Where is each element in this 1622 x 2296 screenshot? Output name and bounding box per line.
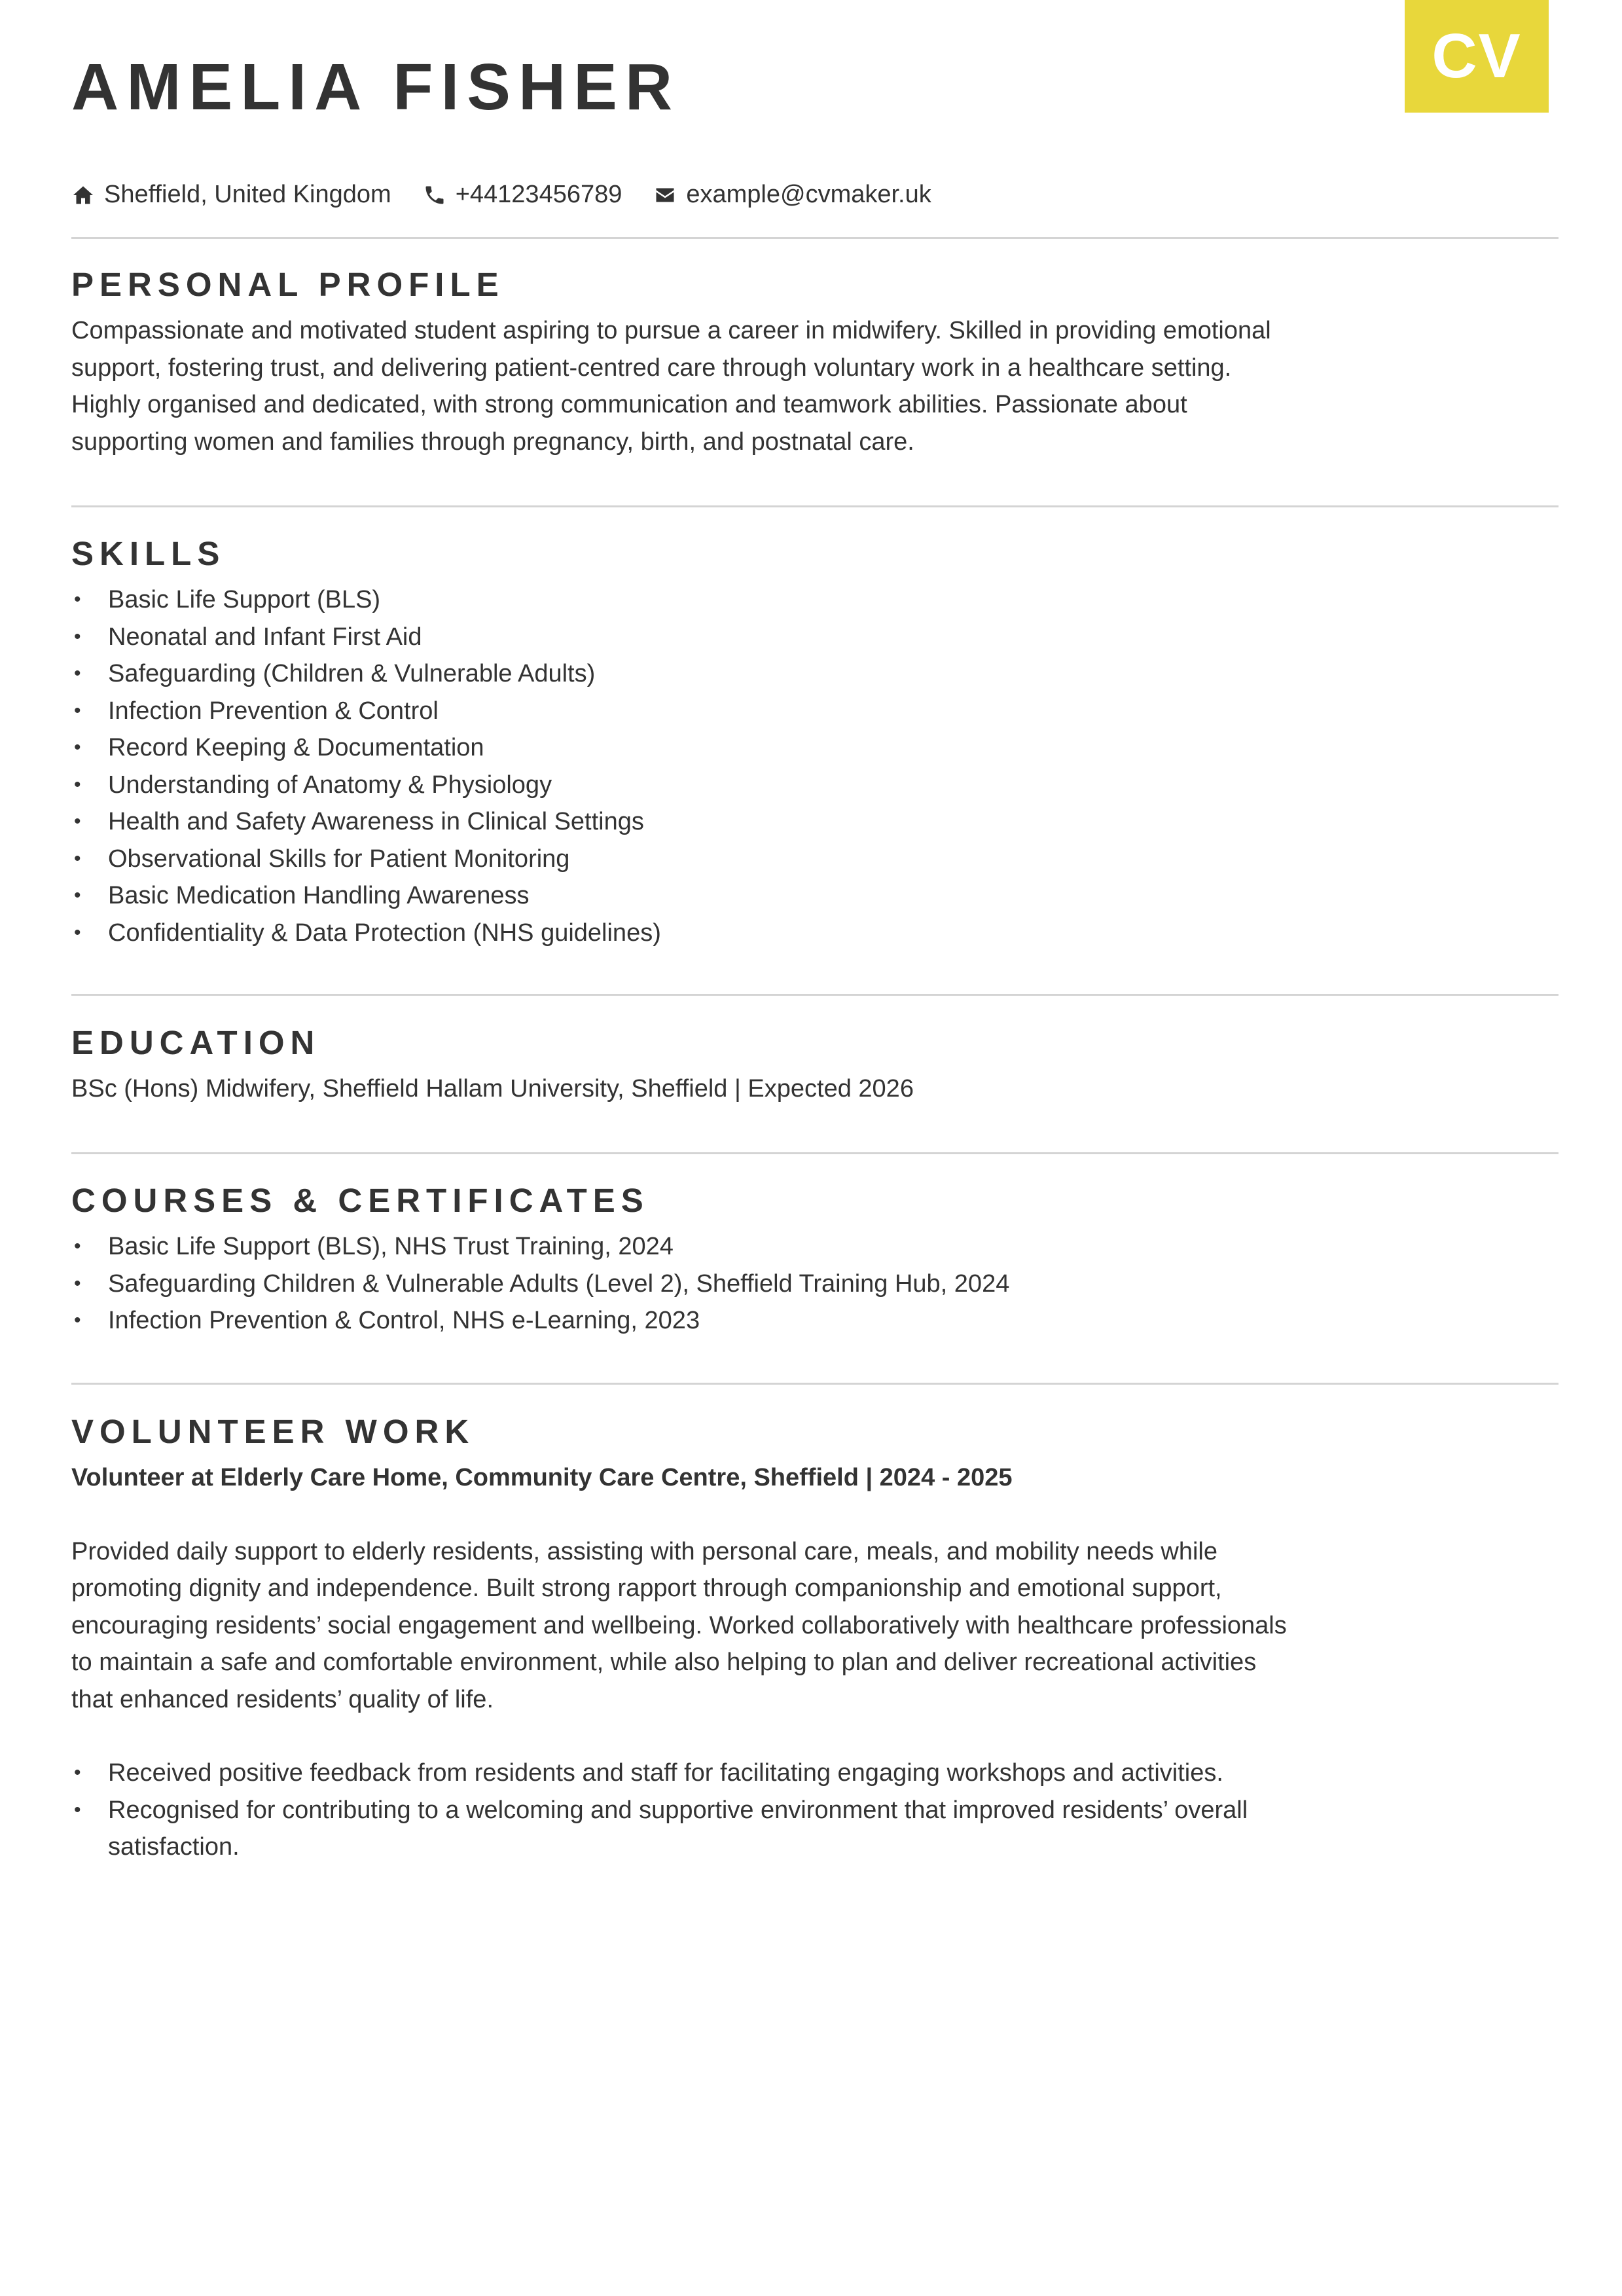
section-title: SKILLS xyxy=(71,535,226,572)
section-skills xyxy=(71,534,1380,951)
achievement-line: satisfaction. xyxy=(108,1833,240,1861)
divider xyxy=(71,994,1559,996)
skill-item: • Neonatal and Infant First Aid xyxy=(71,619,1380,656)
contact-phone[interactable] xyxy=(423,181,622,209)
location-text: Sheffield, United Kingdom xyxy=(104,181,391,208)
skill-item: • Health and Safety Awareness in Clinical Settings xyxy=(71,803,1380,841)
skill-item: • Observational Skills for Patient Monitoring xyxy=(71,841,1380,878)
envelope-icon xyxy=(653,183,677,207)
skill-item: • Understanding of Anatomy & Physiology xyxy=(71,767,1380,804)
section-courses xyxy=(71,1180,1380,1339)
section-title: COURSES & CERTIFICATES xyxy=(71,1182,649,1219)
course-item: • Safeguarding Children & Vulnerable Adults (Level 2), Sheffield Training Hub, 2024 xyxy=(71,1266,1380,1303)
volunteer-line: Provided daily support to elderly residents, assisting with personal care, meals, and mobility needs while xyxy=(71,1537,1217,1565)
skills-list xyxy=(71,581,1380,951)
phone-icon xyxy=(423,183,446,207)
skill-item: • Safeguarding (Children & Vulnerable Adults) xyxy=(71,655,1380,693)
section-title: EDUCATION xyxy=(71,1024,321,1061)
courses-list xyxy=(71,1228,1380,1339)
divider xyxy=(71,1383,1559,1385)
skill-item: • Basic Medication Handling Awareness xyxy=(71,877,1380,915)
profile-line: Compassionate and motivated student aspiring to pursue a career in midwifery. Skilled in providing emotional xyxy=(71,317,1271,345)
achievement-line: Recognised for contributing to a welcoming and supportive environment that improved residents’ overall xyxy=(108,1796,1248,1824)
volunteer-line: to maintain a safe and comfortable environment, while also helping to plan and deliver recreational activities xyxy=(71,1649,1257,1677)
section-education xyxy=(71,1023,1380,1108)
profile-line: Highly organised and dedicated, with strong communication and teamwork abilities. Passionate about xyxy=(71,391,1187,419)
phone-text: +44123456789 xyxy=(455,181,622,208)
profile-line: supporting women and families through pregnancy, birth, and postnatal care. xyxy=(71,428,914,456)
skill-item: • Confidentiality & Data Protection (NHS guidelines) xyxy=(71,915,1380,952)
education-entry: BSc (Hons) Midwifery, Sheffield Hallam University, Sheffield | Expected 2026 xyxy=(71,1075,914,1103)
volunteer-role: Volunteer at Elderly Care Home, Community Care Centre, Sheffield | 2024 - 2025 xyxy=(71,1464,1013,1492)
contact-location xyxy=(71,181,391,209)
volunteer-line: encouraging residents’ social engagement and wellbeing. Worked collaboratively with healthcare professionals xyxy=(71,1611,1287,1639)
candidate-name: AMELIA FISHER xyxy=(71,50,681,124)
cv-badge: CV xyxy=(1405,0,1549,113)
achievement-item xyxy=(71,1792,1380,1866)
divider xyxy=(71,1152,1559,1154)
volunteer-line: that enhanced residents’ quality of life. xyxy=(71,1685,494,1713)
section-personal-profile xyxy=(71,264,1380,460)
section-title: PERSONAL PROFILE xyxy=(71,266,505,303)
section-volunteer-work xyxy=(71,1412,1380,1866)
contact-email[interactable] xyxy=(653,181,931,209)
profile-line: support, fostering trust, and delivering patient-centred care through voluntary work in a healthcare setting. xyxy=(71,354,1232,382)
divider xyxy=(71,505,1559,507)
course-item: • Infection Prevention & Control, NHS e-Learning, 2023 xyxy=(71,1302,1380,1339)
email-text: example@cvmaker.uk xyxy=(686,181,931,208)
section-title: VOLUNTEER WORK xyxy=(71,1413,475,1450)
volunteer-description xyxy=(71,1533,1380,1719)
course-item: • Basic Life Support (BLS), NHS Trust Training, 2024 xyxy=(71,1228,1380,1266)
skill-item: • Basic Life Support (BLS) xyxy=(71,581,1380,619)
achievement-item: • Received positive feedback from residents and staff for facilitating engaging workshops and activities. xyxy=(71,1755,1380,1792)
skill-item: • Record Keeping & Documentation xyxy=(71,729,1380,767)
skill-item: • Infection Prevention & Control xyxy=(71,693,1380,730)
divider xyxy=(71,237,1559,239)
volunteer-achievements xyxy=(71,1755,1380,1866)
contact-bar xyxy=(71,181,963,209)
home-icon xyxy=(71,183,95,207)
volunteer-line: promoting dignity and independence. Built strong rapport through companionship and emotional support, xyxy=(71,1575,1222,1603)
